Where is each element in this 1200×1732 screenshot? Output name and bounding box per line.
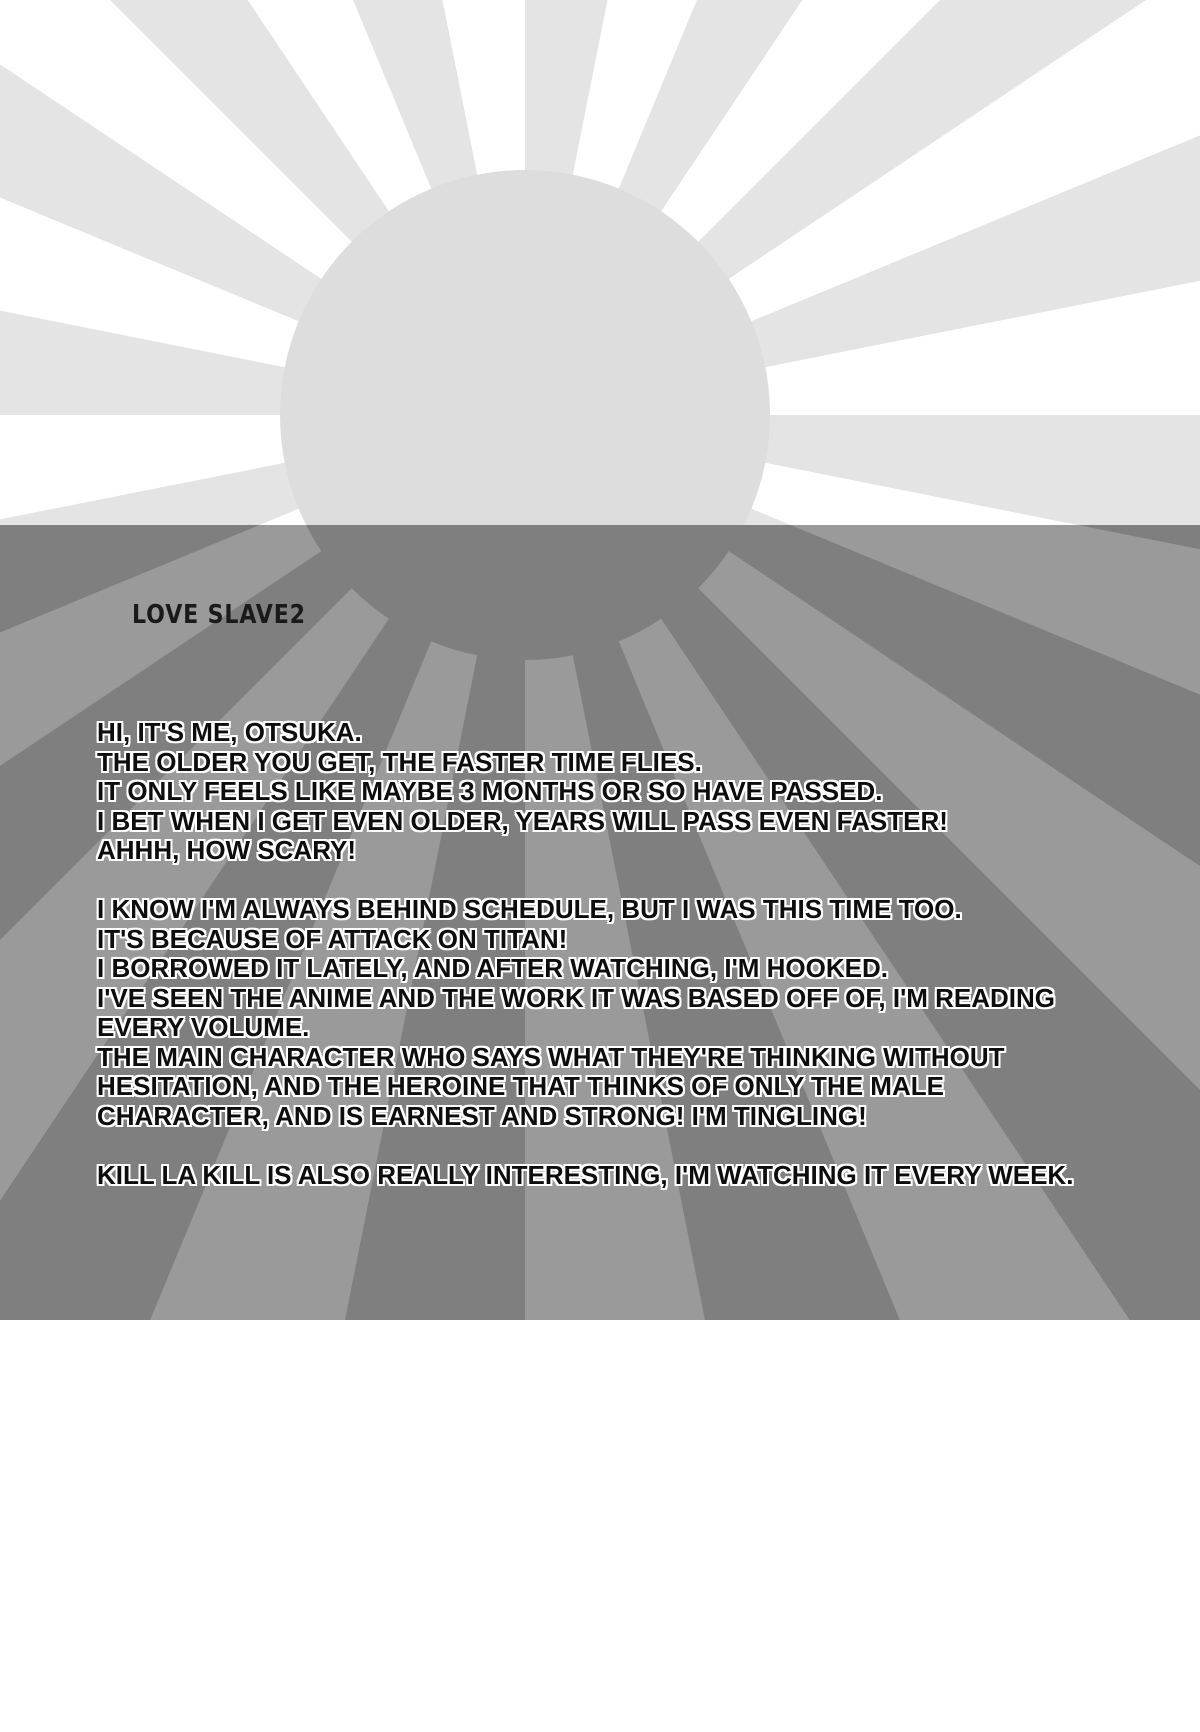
author-note — [97, 718, 1182, 1220]
paragraph — [97, 718, 1182, 866]
text-line: KILL LA KILL IS ALSO REALLY INTERESTING, I'M WATCHING IT EVERY WEEK. — [97, 1159, 1074, 1190]
text-line: THE OLDER YOU GET, THE FASTER TIME FLIES. — [97, 746, 702, 777]
paragraph — [97, 1161, 1182, 1191]
text-line: I'VE SEEN THE ANIME AND THE WORK IT WAS BASED OFF OF, I'M READING — [97, 982, 1056, 1013]
text-line: EVERY VOLUME. — [97, 1012, 310, 1042]
paragraph — [97, 895, 1182, 1131]
text-line: HESITATION, AND THE HEROINE THAT THINKS OF ONLY THE MALE — [97, 1071, 944, 1101]
text-line: I KNOW I'M ALWAYS BEHIND SCHEDULE, BUT I WAS THIS TIME TOO. — [97, 894, 962, 924]
page-title: LOVE SLAVE2 — [132, 600, 306, 630]
text-line: THE MAIN CHARACTER WHO SAYS WHAT THEY'RE THINKING WITHOUT — [97, 1041, 1005, 1072]
text-line: I BET WHEN I GET EVEN OLDER, YEARS WILL PASS EVEN FASTER! — [97, 805, 948, 836]
text-line: HI, IT'S ME, OTSUKA. — [97, 717, 362, 747]
text-line: AHHH, HOW SCARY! — [97, 835, 357, 865]
text-line: IT'S BECAUSE OF ATTACK ON TITAN! — [97, 923, 568, 954]
text-line: IT ONLY FEELS LIKE MAYBE 3 MONTHS OR SO HAVE PASSED. — [97, 776, 883, 806]
text-line: CHARACTER, AND IS EARNEST AND STRONG! I'M TINGLING! — [97, 1100, 867, 1131]
text-line: I BORROWED IT LATELY, AND AFTER WATCHING, I'M HOOKED. — [97, 953, 888, 983]
